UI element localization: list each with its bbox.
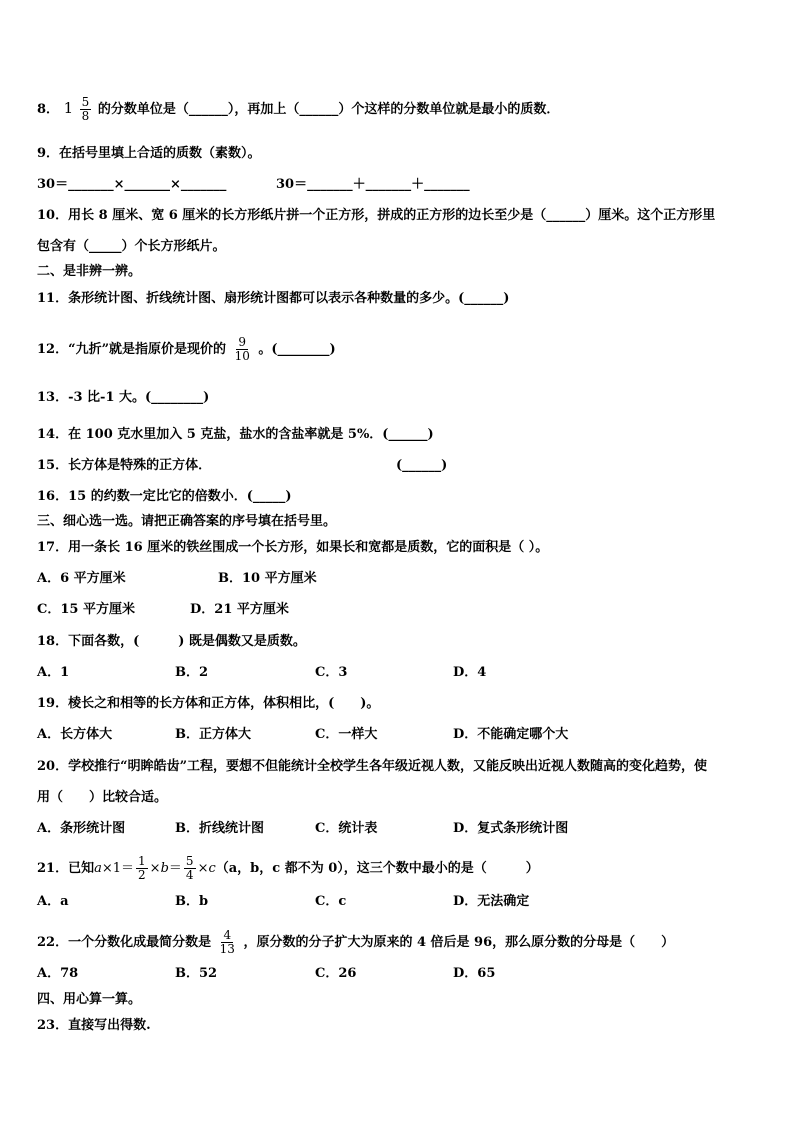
question-text: （a，b，c 都不为 0），这三个数中最小的是（ ） bbox=[215, 861, 539, 876]
option-c: C．15 平方厘米 bbox=[37, 602, 135, 617]
question-20-line-2: 用（ ）比较合适。 bbox=[37, 790, 168, 805]
question-17: 17．用一条长 16 厘米的铁丝围成一个长方形，如果长和宽都是质数，它的面积是（ ）。 bbox=[37, 540, 549, 555]
question-18: 18．下面各数，( ) 既是偶数又是质数。 bbox=[37, 634, 306, 649]
option-b: B．b bbox=[175, 894, 209, 909]
fraction-denominator: 10 bbox=[234, 349, 250, 363]
variable-b: b bbox=[160, 861, 169, 876]
option-d: D．21 平方厘米 bbox=[190, 602, 289, 617]
option-a: A．1 bbox=[37, 665, 70, 680]
option-a: A．78 bbox=[37, 966, 79, 981]
option-a: A．长方体大 bbox=[37, 727, 113, 742]
option-b: B．10 平方厘米 bbox=[218, 571, 317, 586]
answer-blank: 。(________) bbox=[258, 342, 336, 357]
option-d: D．不能确定哪个大 bbox=[453, 727, 569, 742]
question-10-line-1: 10．用长 8 厘米、宽 6 厘米的长方形纸片拼一个正方形，拼成的正方形的边长至少是（______）厘米。这个正方形里 bbox=[37, 208, 716, 223]
option-a: A．a bbox=[37, 894, 69, 909]
option-c: C．3 bbox=[315, 665, 348, 680]
question-14: 14．在 100 克水里加入 5 克盐，盐水的含盐率就是 5%．(______) bbox=[37, 427, 434, 442]
fraction-numerator: 4 bbox=[223, 928, 232, 942]
option-b: B．折线统计图 bbox=[175, 821, 264, 836]
math-operator: × bbox=[197, 861, 209, 876]
fraction bbox=[80, 96, 92, 123]
question-text: ，原分数的分子扩大为原来的 4 倍后是 96，那么原分数的分母是（ ） bbox=[243, 935, 675, 950]
fraction-numerator: 5 bbox=[81, 95, 90, 109]
option-c: C．一样大 bbox=[315, 727, 378, 742]
section-4-heading: 四、用心算一算。 bbox=[37, 992, 142, 1007]
fraction bbox=[233, 336, 252, 363]
option-d: D．无法确定 bbox=[453, 894, 530, 909]
option-d: D．复式条形统计图 bbox=[453, 821, 569, 836]
question-19: 19．棱长之和相等的长方体和正方体，体积相比，( )。 bbox=[37, 696, 380, 711]
question-11: 11．条形统计图、折线统计图、扇形统计图都可以表示各种数量的多少。(______) bbox=[37, 291, 510, 306]
option-b: B．正方体大 bbox=[175, 727, 251, 742]
question-15: 15．长方体是特殊的正方体． bbox=[37, 458, 212, 473]
question-23: 23．直接写出得数. bbox=[37, 1018, 151, 1033]
math-operator: × bbox=[149, 861, 161, 876]
question-15-blank: (______) bbox=[396, 458, 448, 473]
math-operator: ＝ bbox=[168, 861, 182, 876]
fraction bbox=[184, 855, 196, 882]
question-20-line-1: 20．学校推行“明眸皓齿”工程，要想不但能统计全校学生各年级近视人数，又能反映出近视人数随高的变化趋势，使 bbox=[37, 759, 708, 774]
option-b: B．52 bbox=[175, 966, 218, 981]
question-text: 22．一个分数化成最简分数是 bbox=[37, 935, 212, 950]
fraction-denominator: 2 bbox=[138, 868, 146, 882]
option-a: A．6 平方厘米 bbox=[37, 571, 126, 586]
question-number: 8． bbox=[37, 102, 60, 117]
variable-c: c bbox=[208, 861, 216, 876]
question-13: 13．-3 比-1 大。(________) bbox=[37, 390, 210, 405]
question-8 bbox=[37, 96, 559, 123]
math-operator: ×1＝ bbox=[101, 861, 135, 876]
option-d: D．4 bbox=[453, 665, 487, 680]
question-text: 的分数单位是（______），再加上（______）个这样的分数单位就是最小的质数． bbox=[97, 102, 560, 117]
question-9-equation-2: 30＝_______＋_______＋_______ bbox=[276, 177, 470, 192]
fraction-numerator: 5 bbox=[185, 854, 194, 868]
question-9-equation-1: 30＝_______×_______×_______ bbox=[37, 177, 227, 192]
option-a: A．条形统计图 bbox=[37, 821, 126, 836]
fraction-numerator: 1 bbox=[138, 854, 146, 868]
variable-a: a bbox=[94, 861, 102, 876]
question-16: 16．15 的约数一定比它的倍数小．(_____) bbox=[37, 489, 292, 504]
question-text: 21．已知 bbox=[37, 861, 95, 876]
section-2-heading: 二、是非辨一辨。 bbox=[37, 264, 142, 279]
mixed-number-whole: 1 bbox=[63, 99, 74, 117]
fraction-denominator: 4 bbox=[185, 868, 194, 882]
question-10-line-2: 包含有（_____）个长方形纸片。 bbox=[37, 239, 226, 254]
option-c: C．统计表 bbox=[315, 821, 378, 836]
question-9: 9．在括号里填上合适的质数（素数）。 bbox=[37, 146, 261, 161]
question-12 bbox=[37, 336, 336, 363]
fraction-denominator: 8 bbox=[81, 109, 90, 123]
question-text: 12．“九折”就是指原价是现价的 bbox=[37, 342, 227, 357]
fraction bbox=[218, 929, 237, 956]
section-3-heading: 三、细心选一选。请把正确答案的序号填在括号里。 bbox=[37, 514, 337, 529]
option-c: C．26 bbox=[315, 966, 357, 981]
fraction bbox=[136, 855, 148, 882]
question-22 bbox=[37, 929, 674, 956]
option-b: B．2 bbox=[175, 665, 209, 680]
fraction-numerator: 9 bbox=[238, 335, 247, 349]
option-d: D．65 bbox=[453, 966, 496, 981]
option-c: C．c bbox=[315, 894, 347, 909]
fraction-denominator: 13 bbox=[219, 942, 235, 956]
question-21 bbox=[37, 855, 539, 882]
